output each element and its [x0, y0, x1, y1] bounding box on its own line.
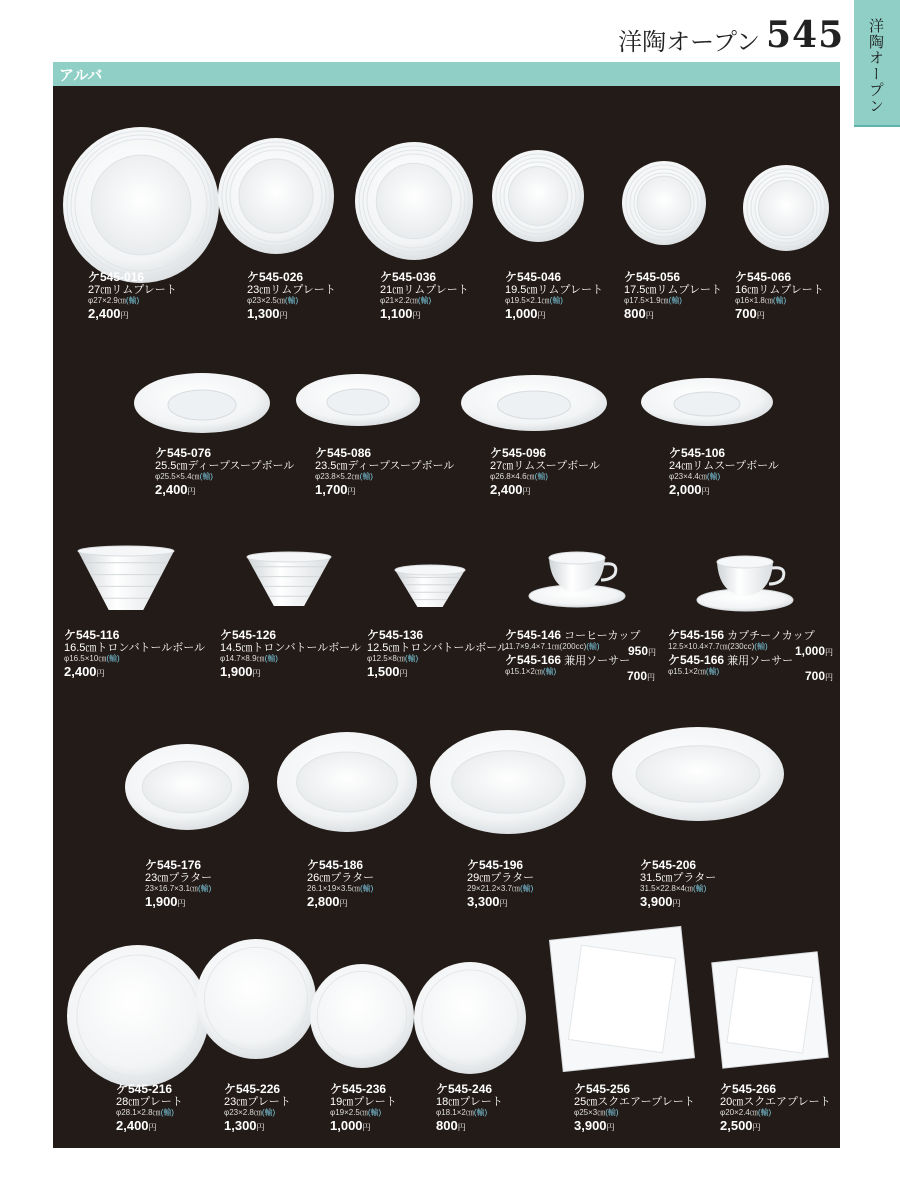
product-code: ケ545-186: [307, 858, 364, 872]
product-image-cone: [393, 561, 467, 611]
import-tag: (輸): [264, 654, 278, 663]
product-image-flat: [412, 960, 528, 1076]
product-dimensions: φ19.5×2.1㎝(輸): [505, 296, 563, 305]
cup-code-and-name: [668, 629, 815, 642]
product-name: 18㎝プレート: [436, 1096, 503, 1108]
product-image-oval: [610, 721, 786, 827]
product-price: 700円: [735, 306, 765, 321]
yen-unit: 円: [752, 1123, 761, 1132]
cup-product-item: [505, 629, 640, 677]
product-price: 3,900円: [640, 894, 681, 909]
product-dimensions: φ23.8×5.2㎝(輸): [315, 472, 373, 481]
product-image-oval: [123, 738, 251, 836]
cup-product-item: [668, 629, 815, 677]
product-price: 2,400円: [155, 482, 196, 497]
product-name: 25㎝スクエアープレート: [574, 1096, 695, 1108]
product-price: 3,300円: [467, 894, 508, 909]
product-dimensions: 23×16.7×3.1㎝(輸): [145, 884, 212, 893]
product-dimensions: φ21×2.2㎝(輸): [380, 296, 432, 305]
product-item: [155, 447, 294, 499]
import-tag: (輸): [549, 296, 563, 305]
yen-unit: 円: [701, 487, 710, 496]
saucer-dimensions: φ15.1×2㎝(輸): [668, 667, 720, 676]
import-tag: (輸): [367, 1108, 382, 1117]
product-dimensions: φ16.5×10㎝(輸): [64, 654, 120, 663]
product-price: 2,000円: [669, 482, 710, 497]
product-price: 1,000円: [505, 306, 546, 321]
product-code: ケ545-016: [88, 270, 145, 284]
product-price: 800円: [624, 306, 654, 321]
yen-unit: 円: [96, 669, 105, 678]
product-image-flat: [194, 937, 318, 1061]
import-tag: (輸): [586, 642, 600, 651]
product-code: ケ545-256: [574, 1082, 631, 1096]
product-name: 19.5㎝リムプレート: [505, 284, 603, 296]
product-item: [640, 859, 716, 911]
product-dimensions: 26.1×19×3.5㎝(輸): [307, 884, 374, 893]
product-item: [247, 271, 336, 323]
product-image-square: [541, 918, 703, 1080]
import-tag: (輸): [605, 1108, 619, 1117]
product-image-oval: [275, 726, 419, 838]
product-image-soup: [132, 367, 272, 439]
product-image-soup: [294, 368, 422, 432]
product-image-oval: [428, 724, 588, 840]
product-code: ケ545-026: [247, 270, 304, 284]
product-dimensions: 11.7×9.4×7.1㎝(200cc)(輸): [505, 642, 600, 651]
import-tag: (輸): [125, 296, 140, 305]
product-image-soup: [639, 372, 775, 432]
saucer-name: 兼用ソーサー: [727, 655, 794, 667]
product-item: [735, 271, 824, 323]
product-code: ケ545-036: [380, 270, 437, 284]
yen-unit: 円: [148, 1123, 157, 1132]
saucer-code-and-name: [505, 654, 640, 667]
import-tag: (輸): [199, 472, 213, 481]
product-code: ケ545-146: [505, 628, 562, 642]
product-price: 2,400円: [116, 1118, 157, 1133]
product-name: 28㎝プレート: [116, 1096, 183, 1108]
product-name: 23㎝プラター: [145, 872, 213, 884]
saucer-code: ケ545-166: [505, 653, 562, 667]
product-item: [624, 271, 722, 323]
yen-unit: 円: [362, 1123, 371, 1132]
saucer-dimensions: φ15.1×2㎝(輸): [505, 667, 557, 676]
import-tag: (輸): [359, 472, 373, 481]
import-tag: (輸): [473, 1108, 488, 1117]
product-code: ケ545-096: [490, 446, 547, 460]
product-price: 1,700円: [315, 482, 356, 497]
product-image-flat: [65, 943, 211, 1089]
product-code: ケ545-236: [330, 1082, 387, 1096]
product-price: 1,300円: [247, 306, 288, 321]
product-dimensions: φ23×2.8㎝(輸): [224, 1108, 276, 1117]
product-item: [380, 271, 469, 323]
import-tag: (輸): [197, 884, 212, 893]
product-item: [145, 859, 212, 911]
yen-unit: 円: [177, 899, 186, 908]
import-tag: (輸): [757, 1108, 772, 1117]
product-item: [307, 859, 374, 911]
cup-price: 950円: [628, 644, 657, 658]
product-dimensions: 29×21.2×3.7㎝(輸): [467, 884, 534, 893]
product-price: 2,400円: [490, 482, 531, 497]
product-image-rim: [216, 136, 336, 256]
product-item: [490, 447, 600, 499]
yen-unit: 円: [825, 648, 834, 657]
product-name: カプチーノカップ: [727, 630, 815, 642]
product-price: 3,900円: [574, 1118, 615, 1133]
yen-unit: 円: [645, 311, 654, 320]
product-name: 29㎝プラター: [467, 872, 535, 884]
product-item: [720, 1083, 831, 1135]
product-item: [669, 447, 779, 499]
product-item: [220, 629, 361, 681]
product-name: コーヒーカップ: [564, 630, 641, 642]
import-tag: (輸): [542, 667, 557, 676]
cup-price: 1,000円: [795, 644, 834, 658]
import-tag: (輸): [754, 642, 768, 651]
import-tag: (輸): [668, 296, 682, 305]
yen-unit: 円: [537, 311, 546, 320]
saucer-code-and-name: [668, 654, 815, 667]
product-code: ケ545-206: [640, 858, 697, 872]
product-code: ケ545-226: [224, 1082, 281, 1096]
product-code: ケ545-086: [315, 446, 372, 460]
product-image-cup-and-saucer: [527, 546, 627, 610]
yen-unit: 円: [279, 311, 288, 320]
product-image-cup-and-saucer: [695, 550, 795, 614]
product-image-square: [702, 942, 838, 1078]
saucer-price: 700円: [805, 669, 834, 683]
import-tag: (輸): [284, 296, 299, 305]
product-price: 2,500円: [720, 1118, 761, 1133]
import-tag: (輸): [417, 296, 432, 305]
product-code: ケ545-046: [505, 270, 562, 284]
product-dimensions: φ16×1.8㎝(輸): [735, 296, 787, 305]
import-tag: (輸): [692, 884, 707, 893]
product-code: ケ545-196: [467, 858, 524, 872]
product-code: ケ545-056: [624, 270, 681, 284]
product-item: [224, 1083, 291, 1135]
product-name: 25.5㎝ディープスープボール: [155, 460, 295, 472]
product-code: ケ545-106: [669, 446, 726, 460]
catalog-section-title: 洋陶オープン: [618, 28, 760, 56]
product-price: 1,300円: [224, 1118, 265, 1133]
product-code: ケ545-176: [145, 858, 202, 872]
product-code: ケ545-156: [668, 628, 725, 642]
product-dimensions: φ18.1×2㎝(輸): [436, 1108, 488, 1117]
import-tag: (輸): [534, 472, 548, 481]
product-code: ケ545-216: [116, 1082, 173, 1096]
product-price: 1,900円: [220, 664, 261, 679]
yen-unit: 円: [606, 1123, 615, 1132]
cup-code-and-name: [505, 629, 640, 642]
side-index-tab[interactable]: [854, 0, 900, 127]
product-price: 1,000円: [330, 1118, 371, 1133]
saucer-code: ケ545-166: [668, 653, 725, 667]
product-dimensions: φ23×2.5㎝(輸): [247, 296, 299, 305]
product-dimensions: 31.5×22.8×4㎝(輸): [640, 884, 707, 893]
product-name: 23㎝プレート: [224, 1096, 291, 1108]
product-item: [367, 629, 508, 681]
product-dimensions: 12.5×10.4×7.7㎝(230cc)(輸): [668, 642, 768, 651]
product-image-rim: [620, 159, 708, 247]
product-name: 27㎝リムプレート: [88, 284, 177, 296]
product-panel: [53, 86, 840, 1148]
product-dimensions: φ12.5×8㎝(輸): [367, 654, 419, 663]
product-code: ケ545-126: [220, 628, 277, 642]
product-name: 31.5㎝プラター: [640, 872, 717, 884]
product-name: 16㎝リムプレート: [735, 284, 824, 296]
product-dimensions: φ17.5×1.9㎝(輸): [624, 296, 682, 305]
side-index-tab-label: 洋陶オープン: [867, 18, 885, 114]
product-image-rim: [61, 125, 221, 285]
product-image-soup: [459, 369, 609, 437]
yen-unit: 円: [499, 899, 508, 908]
yen-unit: 円: [672, 899, 681, 908]
import-tag: (輸): [705, 667, 720, 676]
product-price: 1,100円: [380, 306, 421, 321]
product-code: ケ545-136: [367, 628, 424, 642]
product-item: [505, 271, 603, 323]
yen-unit: 円: [120, 311, 129, 320]
product-code: ケ545-266: [720, 1082, 777, 1096]
product-code: ケ545-246: [436, 1082, 493, 1096]
yen-unit: 円: [347, 487, 356, 496]
product-image-rim: [741, 163, 831, 253]
product-item: [574, 1083, 695, 1135]
yen-unit: 円: [252, 669, 261, 678]
product-image-flat: [308, 962, 416, 1070]
product-name: 12.5㎝トロンバトールボール: [367, 642, 508, 654]
series-name: アルバ: [59, 66, 103, 84]
product-name: 19㎝プレート: [330, 1096, 397, 1108]
product-item: [116, 1083, 183, 1135]
product-image-rim: [353, 140, 475, 262]
product-price: 800円: [436, 1118, 466, 1133]
product-code: ケ545-116: [64, 628, 120, 642]
import-tag: (輸): [404, 654, 419, 663]
product-name: 23㎝リムプレート: [247, 284, 336, 296]
product-item: [467, 859, 534, 911]
yen-unit: 円: [339, 899, 348, 908]
product-item: [330, 1083, 397, 1135]
product-item: [315, 447, 454, 499]
import-tag: (輸): [772, 296, 787, 305]
import-tag: (輸): [359, 884, 374, 893]
product-price: 1,900円: [145, 894, 186, 909]
yen-unit: 円: [825, 673, 834, 682]
product-name: 16.5㎝トロンバトールボール: [64, 642, 205, 654]
product-code: ケ545-076: [155, 446, 212, 460]
product-item: [436, 1083, 503, 1135]
yen-unit: 円: [756, 311, 765, 320]
import-tag: (輸): [160, 1108, 174, 1117]
yen-unit: 円: [648, 648, 657, 657]
series-bar: [53, 62, 840, 86]
product-dimensions: φ28.1×2.8㎝(輸): [116, 1108, 174, 1117]
product-price: 2,400円: [64, 664, 105, 679]
product-image-cone: [76, 542, 176, 614]
product-image-rim: [490, 148, 586, 244]
product-price: 2,400円: [88, 306, 129, 321]
product-name: 27㎝リムスープボール: [490, 460, 600, 472]
yen-unit: 円: [522, 487, 531, 496]
page-number: 545: [766, 14, 845, 56]
product-name: 21㎝リムプレート: [380, 284, 469, 296]
saucer-price: 700円: [627, 669, 656, 683]
product-price: 2,800円: [307, 894, 348, 909]
product-code: ケ545-066: [735, 270, 792, 284]
yen-unit: 円: [187, 487, 196, 496]
product-dimensions: φ14.7×8.9㎝(輸): [220, 654, 278, 663]
product-name: 24㎝リムスープボール: [669, 460, 779, 472]
product-dimensions: φ27×2.9㎝(輸): [88, 296, 140, 305]
product-item: [88, 271, 177, 323]
yen-unit: 円: [647, 673, 656, 682]
yen-unit: 円: [412, 311, 421, 320]
yen-unit: 円: [457, 1123, 466, 1132]
product-dimensions: φ19×2.5㎝(輸): [330, 1108, 382, 1117]
import-tag: (輸): [106, 654, 120, 663]
product-name: 20㎝スクエアプレート: [720, 1096, 831, 1108]
import-tag: (輸): [261, 1108, 276, 1117]
saucer-name: 兼用ソーサー: [564, 655, 631, 667]
product-image-cone: [245, 548, 333, 610]
product-item: [64, 629, 205, 681]
yen-unit: 円: [256, 1123, 265, 1132]
product-dimensions: φ23×4.4㎝(輸): [669, 472, 721, 481]
product-name: 17.5㎝リムプレート: [624, 284, 722, 296]
yen-unit: 円: [399, 669, 408, 678]
product-dimensions: φ25.5×5.4㎝(輸): [155, 472, 213, 481]
product-dimensions: φ20×2.4㎝(輸): [720, 1108, 772, 1117]
import-tag: (輸): [706, 472, 721, 481]
product-name: 26㎝プラター: [307, 872, 375, 884]
product-dimensions: φ25×3㎝(輸): [574, 1108, 619, 1117]
product-name: 23.5㎝ディープスープボール: [315, 460, 455, 472]
product-dimensions: φ26.8×4.6㎝(輸): [490, 472, 548, 481]
import-tag: (輸): [519, 884, 534, 893]
product-name: 14.5㎝トロンバトールボール: [220, 642, 361, 654]
product-price: 1,500円: [367, 664, 408, 679]
